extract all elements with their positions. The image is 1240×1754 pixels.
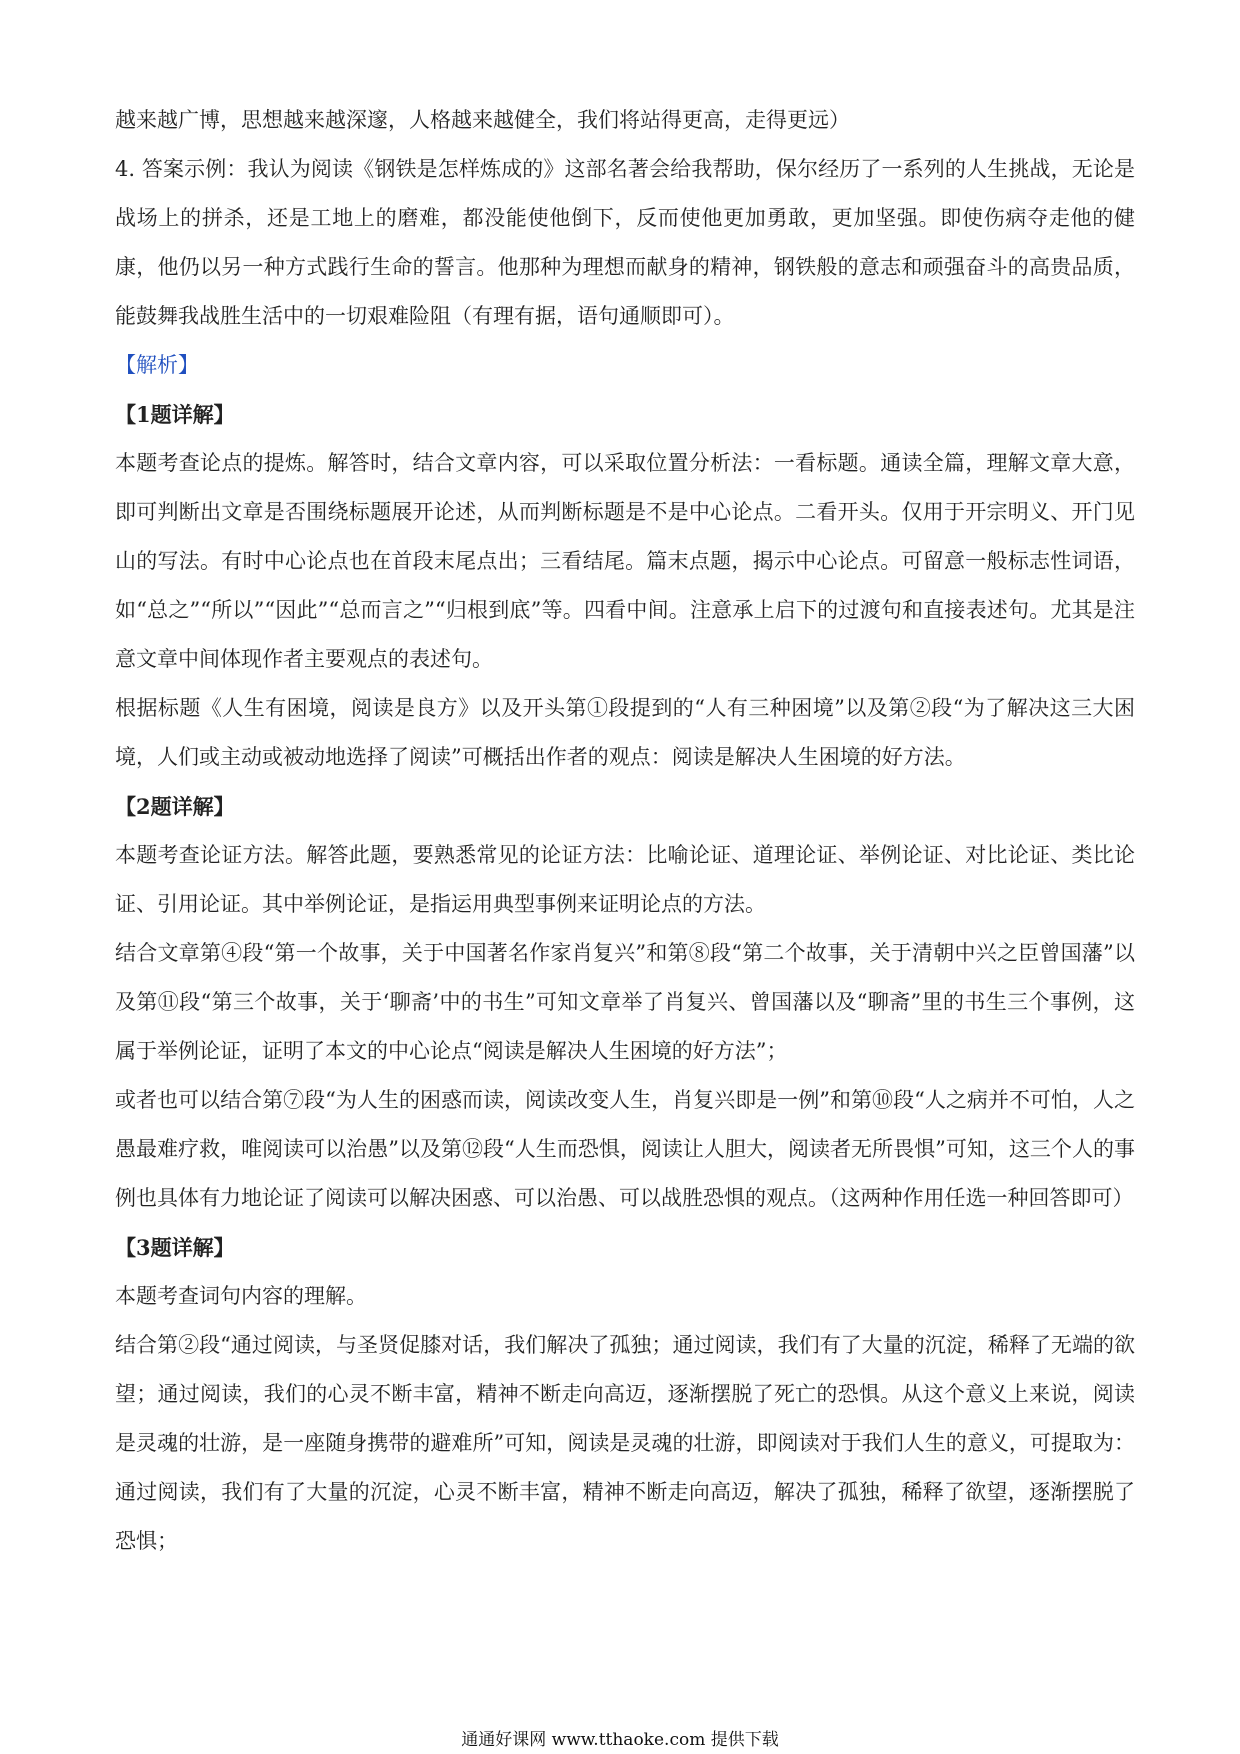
section-analysis-label: 【解析】 — [115, 353, 199, 377]
question-1-heading: 【1题详解】 — [115, 402, 235, 427]
question-2-heading: 【2题详解】 — [115, 794, 235, 819]
question-2-explanation: 本题考查论证方法。解答此题，要熟悉常见的论证方法：比喻论证、道理论证、举例论证、对比论证、类比论证、引用论证。其中举例论证，是指运用典型事例来证明论点的方法。 — [115, 843, 1135, 916]
page-footer: 通通好课网 www.tthaoke.com 提供下载 — [461, 1730, 779, 1750]
paragraph-continuation: 越来越广博，思想越来越深邃，人格越来越健全，我们将站得更高，走得更远） — [115, 108, 850, 132]
question-3-explanation: 本题考查词句内容的理解。 — [115, 1284, 367, 1308]
question-2-answer-a: 结合文章第④段“第一个故事，关于中国著名作家肖复兴”和第⑧段“第二个故事，关于清朝中兴之臣曾国藩”以及第⑪段“第三个故事，关于‘聊斋’中的书生”可知文章举了肖复兴、曾国藩以及“聊斋”里的书生三个事例，这属于举例论证，证明了本文的中心论点“阅读是解决人生困境的好方法”； — [115, 941, 1135, 1063]
question-1-answer: 根据标题《人生有困境，阅读是良方》以及开头第①段提到的“人有三种困境”以及第②段“为了解决这三大困境，人们或主动或被动地选择了阅读”可概括出作者的观点：阅读是解决人生困境的好方法。 — [115, 696, 1135, 769]
question-3-answer: 结合第②段“通过阅读，与圣贤促膝对话，我们解决了孤独；通过阅读，我们有了大量的沉淀，稀释了无端的欲望；通过阅读，我们的心灵不断丰富，精神不断走向高迈，逐渐摆脱了死亡的恐惧。从这个意义上来说，阅读是灵魂的壮游，是一座随身携带的避难所”可知，阅读是灵魂的壮游，即阅读对于我们人生的意义，可提取为：通过阅读，我们有了大量的沉淀，心灵不断丰富，精神不断走向高迈，解决了孤独，稀释了欲望，逐渐摆脱了恐惧； — [115, 1333, 1135, 1553]
answer-4-paragraph: 4. 答案示例：我认为阅读《钢铁是怎样炼成的》这部名著会给我帮助，保尔经历了一系列的人生挑战，无论是战场上的拼杀，还是工地上的磨难，都没能使他倒下，反而使他更加勇敢，更加坚强。即使伤病夺走他的健康，他仍以另一种方式践行生命的誓言。他那种为理想而献身的精神，钢铁般的意志和顽强奋斗的高贵品质，能鼓舞我战胜生活中的一切艰难险阻（有理有据，语句通顺即可）。 — [115, 157, 1135, 328]
question-1-explanation: 本题考查论点的提炼。解答时，结合文章内容，可以采取位置分析法：一看标题。通读全篇，理解文章大意，即可判断出文章是否围绕标题展开论述，从而判断标题是不是中心论点。二看开头。仅用于开宗明义、开门见山的写法。有时中心论点也在首段末尾点出；三看结尾。篇末点题，揭示中心论点。可留意一般标志性词语，如“总之”“所以”“因此”“总而言之”“归根到底”等。四看中间。注意承上启下的过渡句和直接表述句。尤其是注意文章中间体现作者主要观点的表述句。 — [115, 451, 1135, 671]
question-2-answer-b: 或者也可以结合第⑦段“为人生的困惑而读，阅读改变人生，肖复兴即是一例”和第⑩段“人之病并不可怕，人之愚最难疗救，唯阅读可以治愚”以及第⑫段“人生而恐惧，阅读让人胆大，阅读者无所畏惧”可知，这三个人的事例也具体有力地论证了阅读可以解决困惑、可以治愚、可以战胜恐惧的观点。（这两种作用任选一种回答即可） — [115, 1088, 1135, 1210]
question-3-heading: 【3题详解】 — [115, 1235, 235, 1260]
document-body — [115, 96, 1135, 1566]
